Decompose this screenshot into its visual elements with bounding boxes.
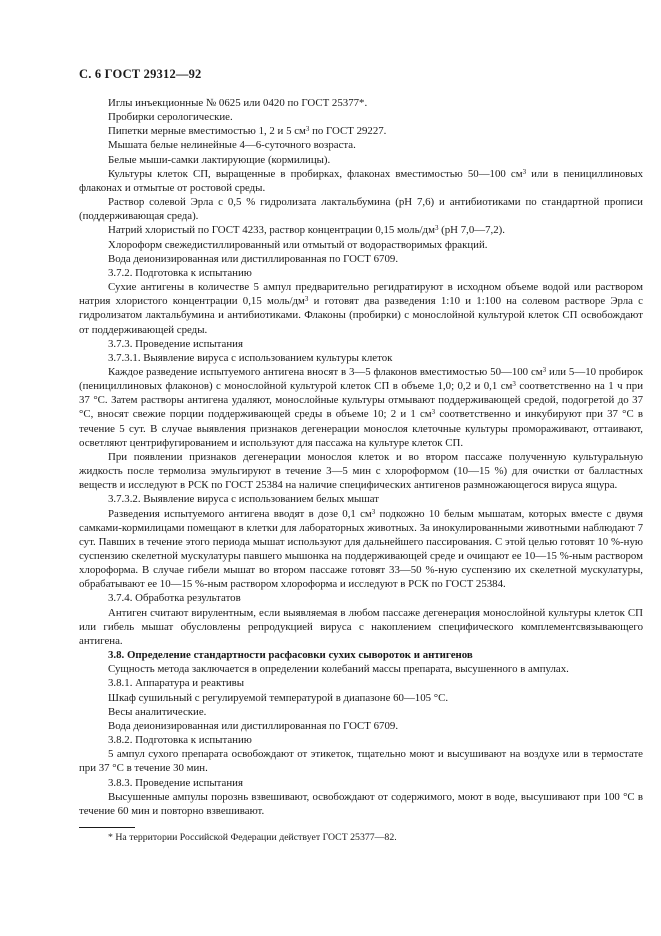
footnote: * На территории Российской Федерации действует ГОСТ 25377—82. — [108, 832, 397, 843]
paragraph — [79, 280, 643, 337]
paragraph — [79, 507, 643, 592]
section-heading: 3.8.3. Проведение испытания — [108, 776, 243, 789]
superscript: 3 — [434, 224, 439, 233]
footnote-divider — [79, 827, 135, 828]
page-header: С. 6 ГОСТ 29312—92 — [79, 67, 202, 81]
paragraph: 5 ампул сухого препарата освобождают от этикеток, тщательно моют и высушивают на воздухе или в термостате при 37 °С в течение 30 мин. — [79, 748, 643, 775]
text-run: соответственно и инкубируют при 37 °С в течение 5 сут. В случае выявления признаков дегенерации монослоя клеточные культуры промораживают, оттаивают, осветляют центрифугированием и используют для пассажа на культуре клеток СП. — [79, 408, 643, 449]
text-run: или 5—10 пробирок (пенициллиновых флаконов) с монослойной культурой клеток СП в объеме 1,0; 0,2 и 0,1 см — [79, 365, 643, 393]
paragraph: Вода деионизированная или дистиллированная по ГОСТ 6709. — [108, 719, 399, 732]
text-run: или в пенициллиновых флаконах и отмытые от ростовой среды. — [79, 167, 643, 194]
section-heading: 3.7.3.2. Выявление вируса с использованием белых мышат — [108, 493, 379, 506]
paragraph: При появлении признаков дегенерации монослоя клеток и во втором пассаже полученную культуральную жидкость после термолиза эмульгируют в течение 3—5 мин с хлороформом (10—15 %) для очистки от балластных веществ и исследуют в РСК по ГОСТ 25384 на наличие специфических антигенов размножающегося вируса ящура. — [79, 450, 643, 492]
paragraph: Пробирки серологические. — [108, 111, 233, 124]
section-heading: 3.8.2. Подготовка к испытанию — [108, 734, 252, 747]
document-body — [79, 96, 643, 818]
paragraph: Мышата белые нелинейные 4—6-суточного возраста. — [108, 139, 356, 152]
paragraph: Хлороформ свежедистиллированный или отмытый от водорастворимых фракций. — [108, 238, 488, 251]
paragraph — [79, 223, 643, 237]
paragraph — [79, 167, 643, 195]
paragraph — [79, 124, 643, 138]
section-heading: 3.7.3. Проведение испытания — [108, 337, 243, 350]
paragraph — [79, 365, 643, 450]
text-run: Натрий хлористый по ГОСТ 4233, раствор концентрации 0,15 моль/дм — [108, 224, 435, 237]
paragraph: Иглы инъекционные № 0625 или 0420 по ГОСТ 25377*. — [108, 97, 368, 109]
section-heading: 3.8.1. Аппаратура и реактивы — [108, 677, 245, 690]
superscript: 3 — [305, 125, 310, 134]
text-run: (pH 7,0—7,2). — [438, 224, 505, 237]
section-heading: 3.7.4. Обработка результатов — [108, 592, 241, 605]
superscript: 3 — [431, 408, 436, 417]
text-run: Пипетки мерные вместимостью 1, 2 и 5 см — [108, 125, 306, 138]
text-run: и готовят два разведения 1:10 и 1:100 на солевом растворе Эрла с гидролизатом лактальбумина и антибиотиками. Флаконы (пробирки) с монослойной культурой клеток СП освобождают от поддерживающей среды. — [79, 295, 643, 336]
paragraph: Шкаф сушильный с регулируемой температурой в диапазоне 60—105 °С. — [108, 691, 449, 704]
paragraph: Высушенные ампулы порознь взвешивают, освобождают от содержимого, моют в воде, высушивают при 100 °С в течение 60 мин и повторно взвешивают. — [79, 790, 643, 817]
text-run: Сухие антигены в количестве 5 ампул предварительно регидратируют в исходном объеме водой или раствором натрия хлористого концентрации 0,15 моль/дм — [79, 281, 643, 308]
text-run: Культуры клеток СП, выращенные в пробирках, флаконах вместимостью 50—100 см — [108, 167, 523, 180]
text-run: Разведения испытуемого антигена вводят в дозе 0,1 см — [108, 507, 372, 520]
section-heading: 3.7.3.1. Выявление вируса с использованием культуры клеток — [108, 351, 393, 364]
text-run: соответственно на 1 ч при 37 °С. Затем растворы антигена удаляют, монослойные культуры отмывают поддерживающей средой, подогретой до 37 °С, вносят свежие порции поддерживающей среды в объеме 10; 2 и 1 см — [79, 380, 643, 421]
superscript: 3 — [542, 366, 547, 375]
section-heading-bold: 3.8. Определение стандартности расфасовки сухих сывороток и антигенов — [108, 649, 473, 662]
section-heading: 3.7.2. Подготовка к испытанию — [108, 266, 252, 279]
paragraph: Весы аналитические. — [108, 705, 207, 718]
paragraph: Раствор солевой Эрла с 0,5 % гидролизата лактальбумина (pH 7,6) и антибиотиками по стандартной прописи (поддерживающая среда). — [79, 196, 643, 223]
paragraph: Сущность метода заключается в определении колебаний массы препарата, высушенного в ампулах. — [108, 663, 569, 676]
paragraph: Антиген считают вирулентным, если выявляемая в любом пассаже дегенерация монослойной культуры клеток СП или гибель мышат обусловлены репродукцией вируса с накоплением специфического комплементсвязывающего антигена. — [79, 606, 643, 647]
text-run: подкожно 10 белым мышатам, которых вместе с двумя самками-кормилицами помещают в клетки для лабораторных животных. За инокулированными животными наблюдают 7 сут. Павших в течение этого периода мышат используют для дальнейшего пассирования. С этой целью готовят 10 %-ную суспензию скелетной мускулатуры павшего мышонка на поддерживающей среде и очищают ее 10—15 %-ным раствором хлороформа. В случае гибели мышат во втором пассаже готовят 33—50 %-ную суспензию их скелетной мускулатуры, обрабатывают ее 10—15 %-ным раствором хлороформа и исследуют в РСК по ГОСТ 25384. — [79, 507, 643, 591]
text-run: по ГОСТ 29227. — [309, 125, 387, 138]
paragraph: Вода деионизированная или дистиллированная по ГОСТ 6709. — [108, 252, 399, 265]
superscript: 3 — [512, 380, 516, 389]
superscript: 3 — [522, 167, 527, 176]
superscript: 3 — [371, 507, 376, 516]
superscript: 3 — [304, 295, 309, 304]
paragraph: Белые мыши-самки лактирующие (кормилицы). — [108, 153, 331, 166]
text-run: Каждое разведение испытуемого антигена вносят в 3—5 флаконов вместимостью 50—100 см — [108, 365, 543, 378]
